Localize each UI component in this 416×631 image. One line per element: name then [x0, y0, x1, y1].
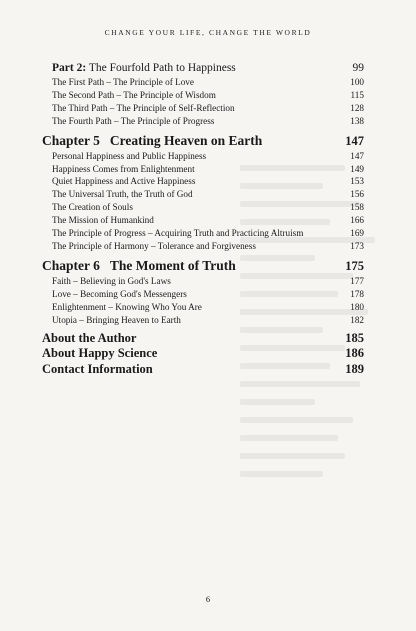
back-matter-about-author: [42, 331, 364, 347]
chapter-6-heading: [42, 257, 364, 275]
back-matter-about-happy-science: [42, 346, 364, 362]
toc-entry-title: The Principle of Harmony – Tolerance and Forgiveness: [52, 240, 256, 251]
toc-entry-title: Happiness Comes from Enlightenment: [52, 163, 195, 174]
part-page: 99: [352, 62, 364, 74]
back-matter-title: Contact Information: [42, 362, 153, 377]
toc-entry: [52, 288, 364, 301]
toc-entry-title: Personal Happiness and Public Happiness: [52, 150, 207, 161]
chapter-title: The Moment of Truth: [109, 257, 236, 273]
back-matter-title: About Happy Science: [42, 346, 158, 361]
toc-entry-title: The Third Path – The Principle of Self-Reflection: [52, 102, 235, 113]
back-matter-page: 185: [345, 330, 364, 345]
chapter-page: 175: [345, 258, 364, 273]
toc-entry-page: 147: [350, 150, 364, 161]
toc-entry-page: 156: [350, 189, 364, 200]
part-label: Part 2:: [52, 62, 87, 74]
toc-entry-page: 128: [350, 102, 364, 113]
toc-entry: [52, 188, 364, 201]
toc-entry-title: The Second Path – The Principle of Wisdom: [52, 89, 216, 100]
back-matter-page: 189: [345, 362, 364, 377]
toc-entry-title: Enlightenment – Knowing Who You Are: [52, 301, 202, 312]
toc-entry-title: The Principle of Progress – Acquiring Truth and Practicing Altruism: [52, 228, 304, 239]
back-matter-page: 186: [345, 346, 364, 361]
toc-entry-page: 115: [350, 89, 364, 100]
toc-entry-title: The Creation of Souls: [52, 202, 133, 213]
page-number: 6: [205, 594, 211, 604]
toc-entry-title: The Universal Truth, the Truth of God: [52, 189, 193, 200]
chapter-title: Creating Heaven on Earth: [109, 132, 263, 148]
toc-entry-title: The Mission of Humankind: [52, 215, 154, 226]
toc-entry-page: 153: [350, 176, 364, 187]
toc-entry-page: 166: [350, 215, 364, 226]
toc-entry-title: The First Path – The Principle of Love: [52, 77, 194, 87]
toc-entry: [52, 175, 364, 188]
toc-entry-page: 158: [350, 202, 364, 213]
toc-entry-page: 169: [350, 228, 364, 239]
toc-entry: [52, 201, 364, 214]
running-header: CHANGE YOUR LIFE, CHANGE THE WORLD: [104, 28, 312, 37]
toc-entry: [52, 76, 364, 89]
toc-entry: [52, 240, 364, 253]
toc-entry: [52, 89, 364, 102]
toc-entry: [52, 150, 364, 163]
toc-entry-page: 180: [350, 301, 364, 312]
toc-entry: [52, 314, 364, 327]
toc-entry: [52, 214, 364, 227]
toc-entry-page: 177: [350, 275, 364, 286]
chapter-label: Chapter 6: [42, 257, 100, 273]
part-2-heading: [52, 60, 364, 76]
toc-entry-page: 173: [350, 240, 364, 251]
toc-entry-page: 100: [350, 77, 364, 87]
toc-entry-page: 178: [350, 288, 364, 299]
chapter-5-heading: [42, 132, 364, 150]
toc-entry: [52, 115, 364, 128]
chapter-label: Chapter 5: [42, 132, 100, 148]
toc-entry: [52, 102, 364, 115]
toc-entry: [52, 275, 364, 288]
toc-entry: [52, 163, 364, 176]
toc-entry-title: Faith – Believing in God's Laws: [52, 275, 171, 286]
back-matter-contact: [42, 362, 364, 378]
toc-entry-title: Love – Becoming God's Messengers: [52, 288, 187, 299]
toc-entry-page: 149: [350, 163, 364, 174]
toc-entry-title: The Fourth Path – The Principle of Progress: [52, 115, 215, 126]
toc-entry: [52, 301, 364, 314]
table-of-contents: [42, 60, 364, 378]
part-title: The Fourfold Path to Happiness: [88, 62, 236, 74]
back-matter-title: About the Author: [42, 330, 137, 345]
toc-entry-page: 138: [350, 115, 364, 126]
toc-entry-page: 182: [350, 314, 364, 325]
toc-entry-title: Utopia – Bringing Heaven to Earth: [52, 314, 181, 325]
chapter-page: 147: [345, 133, 364, 148]
toc-entry: [52, 227, 364, 240]
toc-entry-title: Quiet Happiness and Active Happiness: [52, 176, 196, 187]
